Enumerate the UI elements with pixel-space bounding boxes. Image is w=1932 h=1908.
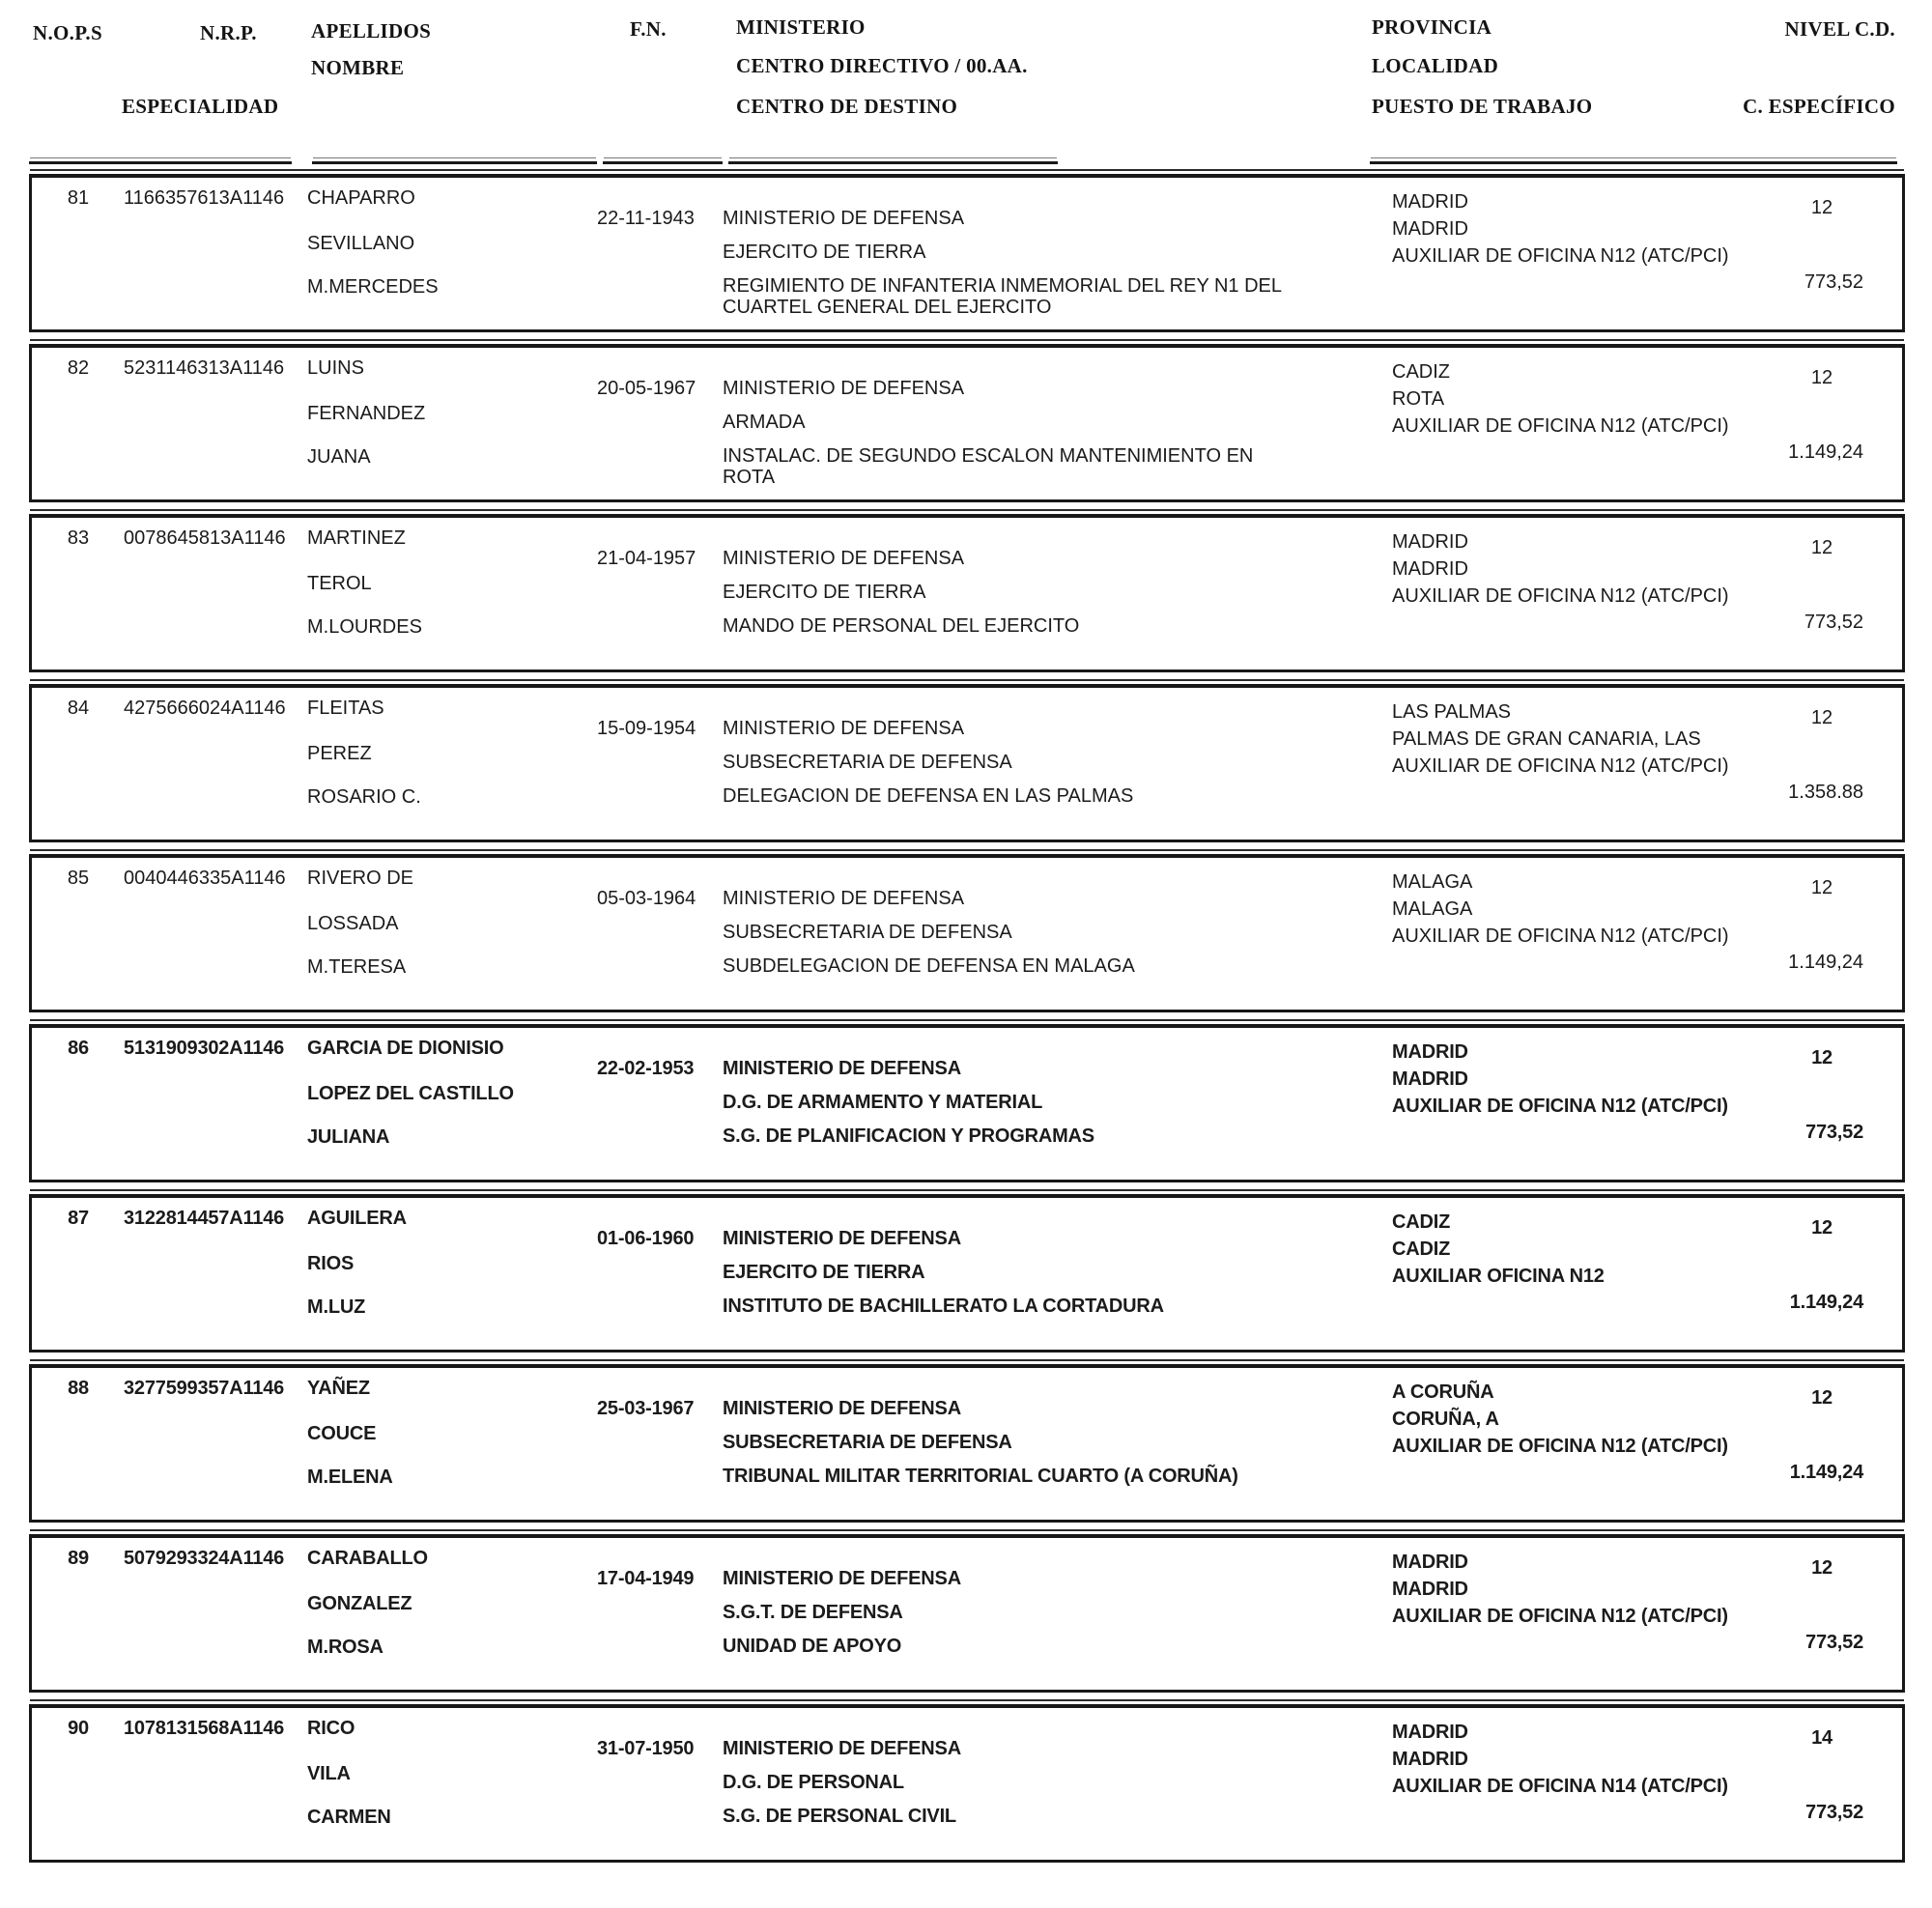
cell-apellido-2: SEVILLANO: [307, 233, 415, 254]
cell-centro-directivo: ARMADA: [723, 412, 806, 433]
cell-nrp: 5131909302A1146: [124, 1038, 285, 1059]
cell-localidad: MADRID: [1392, 218, 1468, 240]
cell-nrp: 0040446335A1146: [124, 868, 286, 889]
cell-nombre: ROSARIO C.: [307, 786, 421, 808]
cell-nops: 83: [67, 527, 90, 549]
cell-apellido-2: GONZALEZ: [307, 1593, 412, 1614]
column-header-nrp: N.R.P.: [200, 21, 257, 44]
cell-nops: 84: [67, 698, 90, 719]
cell-nops: 85: [67, 868, 90, 889]
cell-apellido-1: LUINS: [307, 357, 364, 379]
cell-provincia: MADRID: [1392, 1722, 1468, 1743]
header-rule-segment: [29, 161, 292, 164]
cell-c-especifico: 1.149,24: [1788, 952, 1863, 973]
cell-localidad: MADRID: [1392, 1579, 1468, 1600]
column-header-fn: F.N.: [630, 17, 667, 41]
cell-nivel-cd: 12: [1810, 877, 1833, 898]
cell-fecha-nacimiento: 17-04-1949: [597, 1568, 695, 1589]
cell-apellido-1: CARABALLO: [307, 1548, 428, 1569]
cell-puesto-trabajo: AUXILIAR DE OFICINA N12 (ATC/PCI): [1392, 415, 1729, 437]
cell-apellido-1: GARCIA DE DIONISIO: [307, 1038, 504, 1059]
cell-apellido-2: TEROL: [307, 573, 372, 594]
cell-apellido-1: CHAPARRO: [307, 187, 415, 209]
cell-apellido-2: VILA: [307, 1763, 351, 1784]
cell-nops: 88: [68, 1378, 89, 1399]
cell-fecha-nacimiento: 15-09-1954: [597, 718, 696, 739]
column-header-localidad: LOCALIDAD: [1372, 54, 1499, 77]
cell-ministerio: MINISTERIO DE DEFENSA: [723, 548, 965, 569]
cell-centro-directivo: EJERCITO DE TIERRA: [723, 242, 926, 263]
cell-centro-destino: TRIBUNAL MILITAR TERRITORIAL CUARTO (A CORUÑA): [723, 1466, 1238, 1487]
table-row: [29, 1534, 1905, 1693]
cell-c-especifico: 773,52: [1804, 271, 1863, 293]
cell-nops: 90: [68, 1718, 89, 1739]
cell-nivel-cd: 12: [1810, 367, 1833, 388]
cell-centro-directivo: SUBSECRETARIA DE DEFENSA: [723, 922, 1012, 943]
column-header-apellidos: APELLIDOS: [311, 19, 432, 43]
cell-puesto-trabajo: AUXILIAR DE OFICINA N12 (ATC/PCI): [1392, 1606, 1728, 1627]
cell-nivel-cd: 12: [1811, 1557, 1833, 1579]
table-row: [29, 514, 1905, 672]
cell-localidad: MADRID: [1392, 1068, 1468, 1090]
cell-centro-directivo: S.G.T. DE DEFENSA: [723, 1602, 903, 1623]
cell-provincia: MADRID: [1392, 1041, 1468, 1063]
cell-centro-directivo: SUBSECRETARIA DE DEFENSA: [723, 1432, 1012, 1453]
cell-nombre: CARMEN: [307, 1807, 391, 1828]
cell-puesto-trabajo: AUXILIAR DE OFICINA N14 (ATC/PCI): [1392, 1776, 1728, 1797]
cell-centro-destino: UNIDAD DE APOYO: [723, 1636, 902, 1657]
cell-localidad: PALMAS DE GRAN CANARIA, LAS: [1392, 728, 1701, 750]
cell-c-especifico: 773,52: [1804, 612, 1863, 633]
column-header-puesto: PUESTO DE TRABAJO: [1372, 95, 1593, 118]
cell-centro-directivo: D.G. DE ARMAMENTO Y MATERIAL: [723, 1092, 1043, 1113]
cell-apellido-1: YAÑEZ: [307, 1378, 370, 1399]
cell-apellido-2: LOPEZ DEL CASTILLO: [307, 1083, 514, 1104]
column-header-ministerio: MINISTERIO: [736, 15, 866, 39]
cell-nombre: JUANA: [307, 446, 371, 468]
header-rule-segment: [312, 161, 597, 164]
cell-fecha-nacimiento: 25-03-1967: [597, 1398, 695, 1419]
cell-provincia: CADIZ: [1392, 1211, 1451, 1233]
cell-centro-destino: SUBDELEGACION DE DEFENSA EN MALAGA: [723, 955, 1135, 977]
cell-puesto-trabajo: AUXILIAR DE OFICINA N12 (ATC/PCI): [1392, 245, 1729, 267]
table-row: [29, 684, 1905, 842]
cell-localidad: CORUÑA, A: [1392, 1409, 1499, 1430]
cell-provincia: LAS PALMAS: [1392, 701, 1512, 723]
cell-nombre: M.MERCEDES: [307, 276, 439, 298]
cell-nivel-cd: 12: [1810, 707, 1833, 728]
table-row: [29, 1024, 1905, 1182]
cell-centro-destino: S.G. DE PLANIFICACION Y PROGRAMAS: [723, 1125, 1094, 1147]
table-row: [29, 1364, 1905, 1523]
cell-fecha-nacimiento: 22-02-1953: [597, 1058, 695, 1079]
cell-localidad: CADIZ: [1392, 1239, 1451, 1260]
cell-puesto-trabajo: AUXILIAR DE OFICINA N12 (ATC/PCI): [1392, 1096, 1728, 1117]
cell-puesto-trabajo: AUXILIAR DE OFICINA N12 (ATC/PCI): [1392, 585, 1729, 607]
cell-nrp: 3277599357A1146: [124, 1378, 285, 1399]
cell-localidad: ROTA: [1392, 388, 1445, 410]
cell-nivel-cd: 12: [1811, 1387, 1833, 1409]
cell-apellido-2: PEREZ: [307, 743, 372, 764]
cell-nrp: 1166357613A1146: [124, 187, 285, 209]
cell-c-especifico: 773,52: [1805, 1802, 1863, 1823]
table-row: [29, 1194, 1905, 1353]
column-header-especialidad: ESPECIALIDAD: [122, 95, 279, 118]
cell-c-especifico: 1.149,24: [1789, 1292, 1863, 1313]
cell-ministerio: MINISTERIO DE DEFENSA: [723, 208, 965, 229]
cell-nombre: M.ELENA: [307, 1467, 393, 1488]
column-header-nops: N.O.P.S: [33, 21, 102, 44]
cell-provincia: A CORUÑA: [1392, 1381, 1494, 1403]
column-header-centro-directivo: CENTRO DIRECTIVO / 00.AA.: [736, 54, 1028, 77]
cell-fecha-nacimiento: 22-11-1943: [597, 208, 695, 229]
cell-c-especifico: 1.358.88: [1788, 782, 1863, 803]
cell-apellido-2: LOSSADA: [307, 913, 399, 934]
table-row: [29, 344, 1905, 502]
cell-c-especifico: 1.149,24: [1788, 441, 1863, 463]
cell-localidad: MADRID: [1392, 1749, 1468, 1770]
column-header-especifico: C. ESPECÍFICO: [1743, 95, 1895, 118]
cell-provincia: CADIZ: [1392, 361, 1450, 383]
cell-fecha-nacimiento: 31-07-1950: [597, 1738, 695, 1759]
cell-nrp: 4275666024A1146: [124, 698, 286, 719]
cell-ministerio: MINISTERIO DE DEFENSA: [723, 1738, 961, 1759]
header-rule-segment: [1370, 161, 1897, 164]
cell-nrp: 5231146313A1146: [124, 357, 285, 379]
cell-centro-destino: MANDO DE PERSONAL DEL EJERCITO: [723, 615, 1080, 637]
header-rule-segment: [603, 161, 723, 164]
cell-nombre: JULIANA: [307, 1126, 390, 1148]
cell-centro-directivo: D.G. DE PERSONAL: [723, 1772, 904, 1793]
table-row: [29, 174, 1905, 332]
cell-provincia: MADRID: [1392, 1552, 1468, 1573]
cell-ministerio: MINISTERIO DE DEFENSA: [723, 378, 965, 399]
cell-centro-destino: INSTITUTO DE BACHILLERATO LA CORTADURA: [723, 1296, 1164, 1317]
cell-centro-destino: REGIMIENTO DE INFANTERIA INMEMORIAL DEL REY N1 DEL CUARTEL GENERAL DEL EJERCITO: [723, 275, 1282, 319]
cell-nivel-cd: 12: [1811, 1217, 1833, 1239]
cell-nivel-cd: 14: [1811, 1727, 1833, 1749]
cell-nivel-cd: 12: [1810, 537, 1833, 558]
cell-localidad: MADRID: [1392, 558, 1468, 580]
cell-nops: 86: [68, 1038, 89, 1059]
cell-nrp: 5079293324A1146: [124, 1548, 285, 1569]
cell-nops: 81: [67, 187, 90, 209]
cell-nombre: M.LOURDES: [307, 616, 422, 638]
cell-c-especifico: 773,52: [1805, 1632, 1863, 1653]
cell-apellido-1: AGUILERA: [307, 1208, 407, 1229]
cell-ministerio: MINISTERIO DE DEFENSA: [723, 888, 965, 909]
cell-apellido-1: RICO: [307, 1718, 355, 1739]
cell-nops: 87: [68, 1208, 89, 1229]
cell-nops: 82: [67, 357, 90, 379]
cell-c-especifico: 773,52: [1805, 1122, 1863, 1143]
cell-nivel-cd: 12: [1811, 1047, 1833, 1068]
cell-nombre: M.TERESA: [307, 956, 407, 978]
cell-ministerio: MINISTERIO DE DEFENSA: [723, 1398, 961, 1419]
cell-localidad: MALAGA: [1392, 898, 1473, 920]
cell-nops: 89: [68, 1548, 89, 1569]
column-header-centro-destino: CENTRO DE DESTINO: [736, 95, 958, 118]
cell-apellido-1: FLEITAS: [307, 698, 384, 719]
cell-puesto-trabajo: AUXILIAR OFICINA N12: [1392, 1266, 1605, 1287]
cell-apellido-2: COUCE: [307, 1423, 377, 1444]
cell-apellido-1: RIVERO DE: [307, 868, 414, 889]
cell-ministerio: MINISTERIO DE DEFENSA: [723, 718, 965, 739]
cell-apellido-2: FERNANDEZ: [307, 403, 426, 424]
header-rule-segment: [728, 161, 1058, 164]
cell-nombre: M.ROSA: [307, 1637, 384, 1658]
column-header-provincia: PROVINCIA: [1372, 15, 1492, 39]
cell-centro-directivo: EJERCITO DE TIERRA: [723, 582, 926, 603]
cell-fecha-nacimiento: 20-05-1967: [597, 378, 696, 399]
cell-ministerio: MINISTERIO DE DEFENSA: [723, 1058, 961, 1079]
column-header-nombre: NOMBRE: [311, 56, 405, 79]
cell-ministerio: MINISTERIO DE DEFENSA: [723, 1568, 961, 1589]
cell-centro-destino: INSTALAC. DE SEGUNDO ESCALON MANTENIMIENTO EN ROTA: [723, 445, 1254, 489]
cell-apellido-2: RIOS: [307, 1253, 355, 1274]
cell-centro-destino: S.G. DE PERSONAL CIVIL: [723, 1806, 956, 1827]
cell-puesto-trabajo: AUXILIAR DE OFICINA N12 (ATC/PCI): [1392, 926, 1729, 947]
table-row: [29, 854, 1905, 1012]
cell-provincia: MADRID: [1392, 191, 1468, 213]
cell-puesto-trabajo: AUXILIAR DE OFICINA N12 (ATC/PCI): [1392, 1436, 1728, 1457]
cell-centro-destino: DELEGACION DE DEFENSA EN LAS PALMAS: [723, 785, 1134, 807]
cell-apellido-1: MARTINEZ: [307, 527, 406, 549]
cell-nivel-cd: 12: [1810, 197, 1833, 218]
cell-centro-directivo: EJERCITO DE TIERRA: [723, 1262, 925, 1283]
records-table: [29, 174, 1905, 1874]
cell-nrp: 3122814457A1146: [124, 1208, 285, 1229]
cell-c-especifico: 1.149,24: [1789, 1462, 1863, 1483]
cell-provincia: MADRID: [1392, 531, 1468, 553]
cell-puesto-trabajo: AUXILIAR DE OFICINA N12 (ATC/PCI): [1392, 755, 1729, 777]
cell-fecha-nacimiento: 01-06-1960: [597, 1228, 695, 1249]
cell-provincia: MALAGA: [1392, 871, 1473, 893]
cell-nombre: M.LUZ: [307, 1296, 366, 1318]
cell-fecha-nacimiento: 21-04-1957: [597, 548, 696, 569]
cell-centro-directivo: SUBSECRETARIA DE DEFENSA: [723, 752, 1012, 773]
cell-fecha-nacimiento: 05-03-1964: [597, 888, 696, 909]
table-row: [29, 1704, 1905, 1863]
cell-ministerio: MINISTERIO DE DEFENSA: [723, 1228, 961, 1249]
cell-nrp: 1078131568A1146: [124, 1718, 285, 1739]
column-header-nivel: NIVEL C.D.: [1784, 17, 1895, 41]
cell-nrp: 0078645813A1146: [124, 527, 286, 549]
